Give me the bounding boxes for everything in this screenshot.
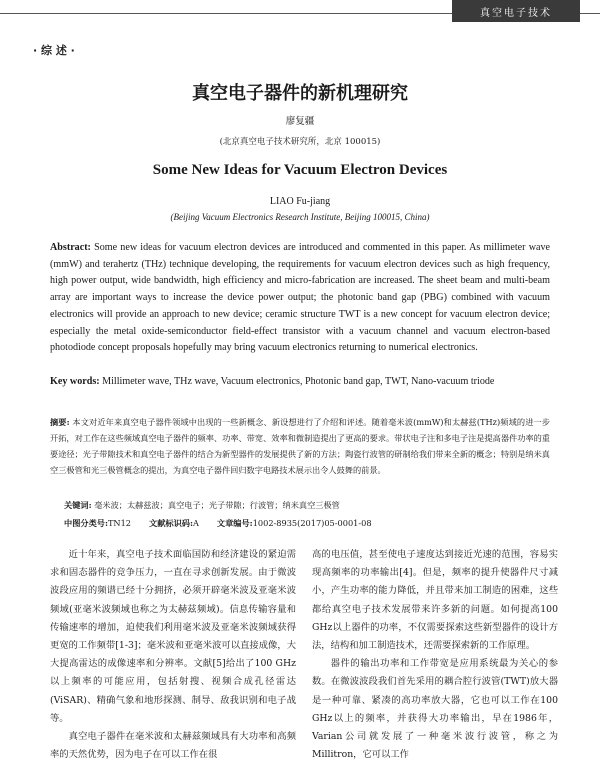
clc-value: TN12 bbox=[107, 518, 132, 528]
keywords-english-text: Millimeter wave, THz wave, Vacuum electronics, Photonic band gap, TWT, Nano-vacuum triode bbox=[102, 376, 495, 387]
affiliation-chinese: (北京真空电子技术研究所，北京 100015) bbox=[219, 137, 381, 147]
body-column-left bbox=[50, 546, 296, 764]
article-number-value: 1002-8935(2017)05-0001-08 bbox=[252, 518, 372, 528]
body-paragraph: 高的电压值，甚至使电子速度达到接近光速的范围，容易实现高频率的功率输出[4]。但是，频率的提升使器件尺寸减小，产生功率的能力降低，并且带来加工制造的困难，这些都给真空电子技术发展带来许多新的问题。如何提高100 GHz以上器件的功率，不仅需要探索这些新型器件的设计方法，结构和加工制造技术，还需要探索新的工作原理。 bbox=[312, 549, 558, 652]
keywords-chinese-text: 毫米波；太赫兹波；真空电子；光子带隙；行波管；纳米真空三极管 bbox=[94, 500, 340, 510]
author-english: LIAO Fu-jiang bbox=[269, 196, 331, 207]
abstract-chinese bbox=[50, 414, 550, 478]
abstract-english-text: Some new ideas for vacuum electron devices are introduced and commented in this paper. As millimeter wave (mmW) and terahertz (THz) technique developing, the requirements for vacuum electron devices such as high frequency, high power output, wide bandwidth, high efficiency and micro-fabrication are increased. The sheet beam and multi-beam array are important ways to increase the device power output; the photonic band gap (PBG) combined with vacuum electronics will provide an approach to new device; ceramic structure TWT is a new concept for vacuum electron device; especially the metal oxide-semiconductor field-effect transistor with a vacuum channel and vacuum electron-based photodiode concept proposals hopefully may bring vacuum electronics returning to numerical electronics. bbox=[50, 242, 550, 354]
author-chinese: 廖复疆 bbox=[285, 116, 315, 127]
body-paragraph: 真空电子器件在毫米波和太赫兹频域具有大功率和高频率的天然优势，因为电子在可以工作在很 bbox=[50, 731, 296, 761]
article-number-label: 文章编号: bbox=[216, 518, 253, 528]
classification-line bbox=[64, 516, 550, 531]
abstract-chinese-text: 本文对近年来真空电子器件领域中出现的一些新概念、新设想进行了介绍和评述。随着毫米波(mmW)和太赫兹(THz)频域的进一步开拓，对工作在这些频域真空电子器件的频率、功率、带宽、效率和微制造提出了更高的要求。带状电子注和多电子注是提高器件功率的重要途径；光子带隙技术和真空电子器件的结合为新型器件的发展提供了新的方法；陶瓷行波管的研制给我们带来全新的概念；特别是纳米真空三极管和光三极管概念的提出，为真空电子器件回归数字电路技术展示出令人鼓舞的前景。 bbox=[50, 417, 551, 475]
keywords-chinese bbox=[64, 498, 550, 513]
doc-code-value: A bbox=[192, 518, 199, 528]
section-tag: · 综 述 · bbox=[33, 44, 75, 57]
abstract-english-label: Abstract: bbox=[50, 242, 91, 253]
affiliation-english: (Beijing Vacuum Electronics Research Institute, Beijing 100015, China) bbox=[170, 212, 430, 222]
keywords-english-label: Key words: bbox=[50, 376, 100, 387]
keywords-english bbox=[50, 374, 550, 391]
title-english: Some New Ideas for Vacuum Electron Devices bbox=[152, 162, 448, 178]
body-paragraph: 近十年来，真空电子技术面临国防和经济建设的紧迫需求和固态器件的竞争压力，一直在寻求创新发展。由于微波波段应用的频谱已经十分拥挤，必须开辟毫米波及亚毫米波频域(亚毫米波频域也称之为太赫兹频域)。信息传输容量和传输速率的增加，迫使我们利用毫米波及亚毫米波频域获得更宽的工作频带[1-3]；毫米波和亚毫米波可以直接成像，大大提高雷达的成像速率和分辨率。文献[5]给出了100 GHz以上频率的可能应用，包括射搜、视频合成孔径雷达(ViSAR)、精确气象和地形探测、制导、敌我识别和电子战等。 bbox=[50, 549, 296, 724]
doc-code-label: 文献标识码: bbox=[149, 518, 193, 528]
abstract-chinese-label: 摘要: bbox=[50, 417, 70, 427]
body-column-right bbox=[312, 546, 558, 764]
clc-label: 中图分类号: bbox=[64, 518, 108, 528]
title-chinese: 真空电子器件的新机理研究 bbox=[192, 83, 408, 104]
abstract-english bbox=[50, 240, 550, 357]
keywords-chinese-label: 关键词: bbox=[64, 500, 92, 510]
journal-name-tag: 真空电子技术 bbox=[452, 0, 580, 22]
body-paragraph: 器件的输出功率和工作带宽是应用系统最为关心的参数。在微波波段我们首先采用的耦合腔行波管(TWT)放大器是一种可靠、紧凑的高功率放大器，它也可以工作在100 GHz以上的频率，并获得大功率输出，早在1986年，Varian公司就发展了一种毫米波行波管，称之为Millitron，它可以工作 bbox=[312, 658, 558, 761]
